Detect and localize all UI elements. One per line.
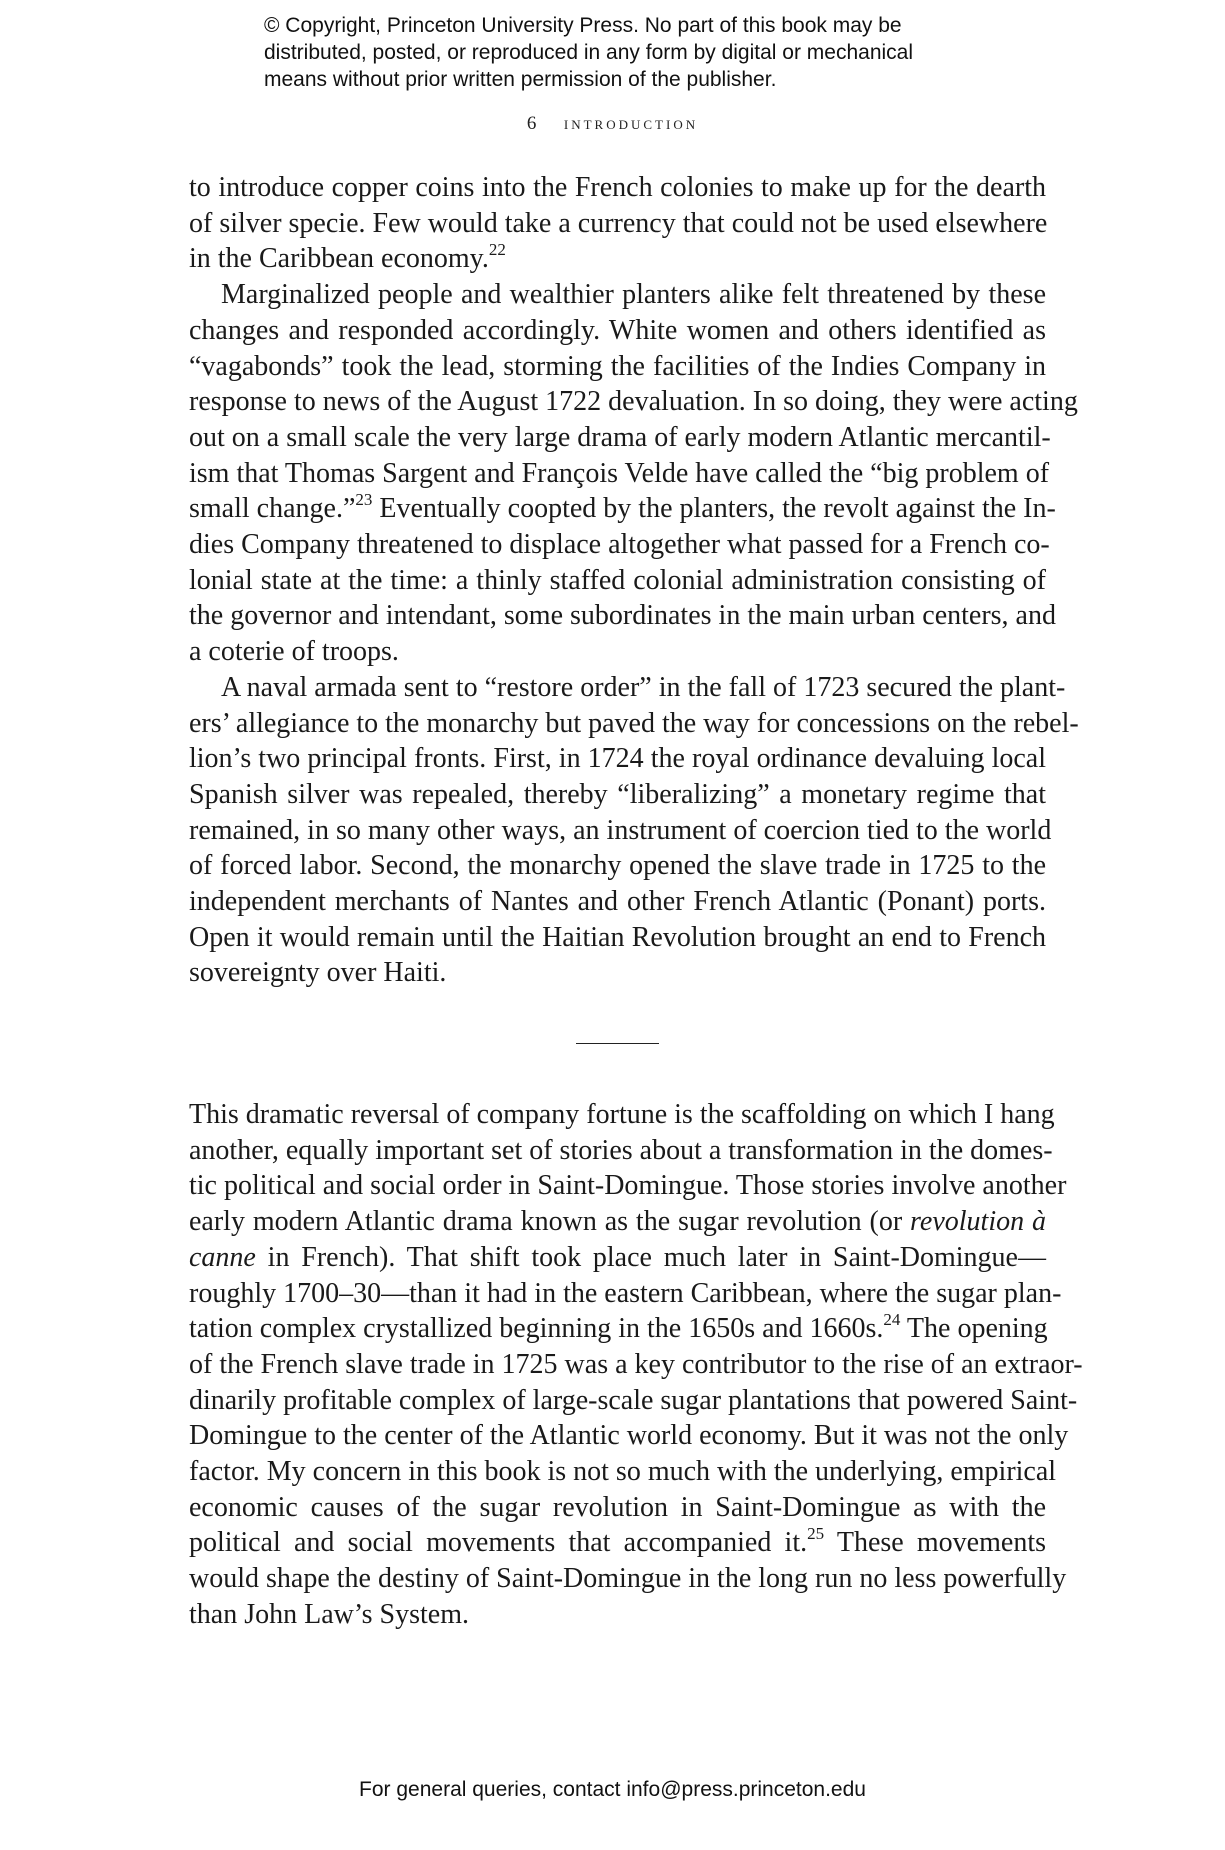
text-line bbox=[189, 1525, 1046, 1561]
text-line: to introduce copper coins into the French colonies to make up for the dearth bbox=[189, 172, 1046, 203]
text-line bbox=[189, 1204, 1046, 1240]
text-block-1 bbox=[189, 170, 1079, 991]
text-line: lion’s two principal fronts. First, in 1724 the royal ordinance devaluing local bbox=[189, 743, 1046, 775]
text-line: of forced labor. Second, the monarchy opened the slave trade in 1725 to the bbox=[189, 850, 1046, 882]
running-head bbox=[0, 113, 1225, 135]
text-line: tic political and social order in Saint-Domingue. Those stories involve another bbox=[189, 1170, 1067, 1202]
text-line: another, equally important set of stories about a transformation in the domes- bbox=[189, 1134, 1053, 1166]
text-line bbox=[189, 490, 1056, 527]
text-line: ers’ allegiance to the monarchy but paved the way for concessions on the rebel- bbox=[189, 707, 1079, 739]
text-line: of the French slave trade in 1725 was a key contributor to the rise of an extraor- bbox=[189, 1348, 1083, 1380]
paragraph bbox=[189, 170, 1046, 277]
text-line: lonial state at the time: a thinly staffed colonial administration consisting of bbox=[189, 564, 1046, 596]
text-fragment: in French). That shift took place much later in Saint-Domingue— bbox=[255, 1241, 1046, 1273]
text-fragment: These movements bbox=[824, 1527, 1046, 1559]
chapter-title: introduction bbox=[563, 113, 699, 133]
text-line: sovereignty over Haiti. bbox=[189, 957, 447, 989]
footnote-marker: 24 bbox=[883, 1310, 901, 1330]
paragraph bbox=[189, 277, 1078, 670]
text-line: Domingue to the center of the Atlantic world economy. But it was not the only bbox=[189, 1420, 1069, 1452]
text-line: response to news of the August 1722 devaluation. In so doing, they were acting bbox=[189, 386, 1078, 418]
section-break-rule bbox=[576, 1043, 659, 1044]
text-line: A naval armada sent to “restore order” in the fall of 1723 secured the plant- bbox=[221, 671, 1066, 703]
text-line: independent merchants of Nantes and other French Atlantic (Ponant) ports. bbox=[189, 886, 1046, 918]
copyright-line: means without prior written permission of the publisher. bbox=[264, 68, 777, 91]
text-line: Open it would remain until the Haitian Revolution brought an end to French bbox=[189, 921, 1046, 953]
text-line: remained, in so many other ways, an instrument of coercion tied to the world bbox=[189, 814, 1052, 846]
text-fragment: small change.” bbox=[189, 493, 356, 525]
footnote-marker: 25 bbox=[807, 1524, 825, 1544]
text-line: the governor and intendant, some subordinates in the main urban centers, and bbox=[189, 600, 1056, 632]
footnote-marker: 23 bbox=[355, 490, 373, 510]
text-line: roughly 1700–30—than it had in the eastern Caribbean, where the sugar plan- bbox=[189, 1277, 1062, 1309]
paragraph bbox=[189, 1097, 1083, 1633]
text-fragment: political and social movements that accompanied it. bbox=[189, 1527, 808, 1559]
copyright-line: distributed, posted, or reproduced in any form by digital or mechanical bbox=[264, 41, 914, 64]
text-line: dies Company threatened to displace altogether what passed for a French co- bbox=[189, 529, 1050, 561]
text-fragment: in the Caribbean economy. bbox=[189, 243, 489, 275]
text-line bbox=[189, 241, 1046, 277]
text-line bbox=[189, 1240, 1046, 1276]
italic-term: canne bbox=[189, 1241, 256, 1273]
text-line bbox=[189, 1311, 1046, 1347]
footnote-marker: 22 bbox=[488, 240, 506, 260]
text-line: Marginalized people and wealthier planters alike felt threatened by these bbox=[221, 279, 1046, 311]
copyright-line: © Copyright, Princeton University Press. No part of this book may be bbox=[264, 14, 902, 37]
paragraph bbox=[189, 670, 1079, 991]
text-block-2 bbox=[189, 1097, 1083, 1633]
copyright-notice bbox=[264, 12, 984, 93]
footer-contact: For general queries, contact info@press.princeton.edu bbox=[359, 1778, 866, 1801]
text-fragment: tation complex crystallized beginning in the 1650s and 1660s. bbox=[189, 1313, 884, 1345]
text-line: “vagabonds” took the lead, storming the facilities of the Indies Company in bbox=[189, 350, 1046, 382]
text-line: ism that Thomas Sargent and François Velde have called the “big problem of bbox=[189, 457, 1050, 489]
text-line: a coterie of troops. bbox=[189, 636, 399, 668]
text-line: economic causes of the sugar revolution in Saint-Domingue as with the bbox=[189, 1491, 1046, 1523]
italic-term: revolution à bbox=[910, 1206, 1046, 1238]
text-line: out on a small scale the very large drama of early modern Atlantic mercantil- bbox=[189, 421, 1051, 453]
text-line: of silver specie. Few would take a currency that could not be used elsewhere bbox=[189, 207, 1048, 239]
text-line: changes and responded accordingly. White women and others identified as bbox=[189, 314, 1046, 346]
text-line: than John Law’s System. bbox=[189, 1598, 469, 1630]
text-line: This dramatic reversal of company fortune is the scaffolding on which I hang bbox=[189, 1099, 1055, 1130]
text-line: would shape the destiny of Saint-Domingue in the long run no less powerfully bbox=[189, 1563, 1067, 1595]
text-line: Spanish silver was repealed, thereby “liberalizing” a monetary regime that bbox=[189, 778, 1046, 810]
text-fragment: Eventually coopted by the planters, the revolt against the In- bbox=[372, 493, 1056, 525]
text-fragment: early modern Atlantic drama known as the sugar revolution (or bbox=[189, 1206, 911, 1238]
text-fragment: The opening bbox=[900, 1313, 1048, 1345]
text-line: dinarily profitable complex of large-scale sugar plantations that powered Saint- bbox=[189, 1384, 1078, 1416]
text-line: factor. My concern in this book is not so much with the underlying, empirical bbox=[189, 1456, 1057, 1488]
page-number: 6 bbox=[526, 113, 537, 134]
